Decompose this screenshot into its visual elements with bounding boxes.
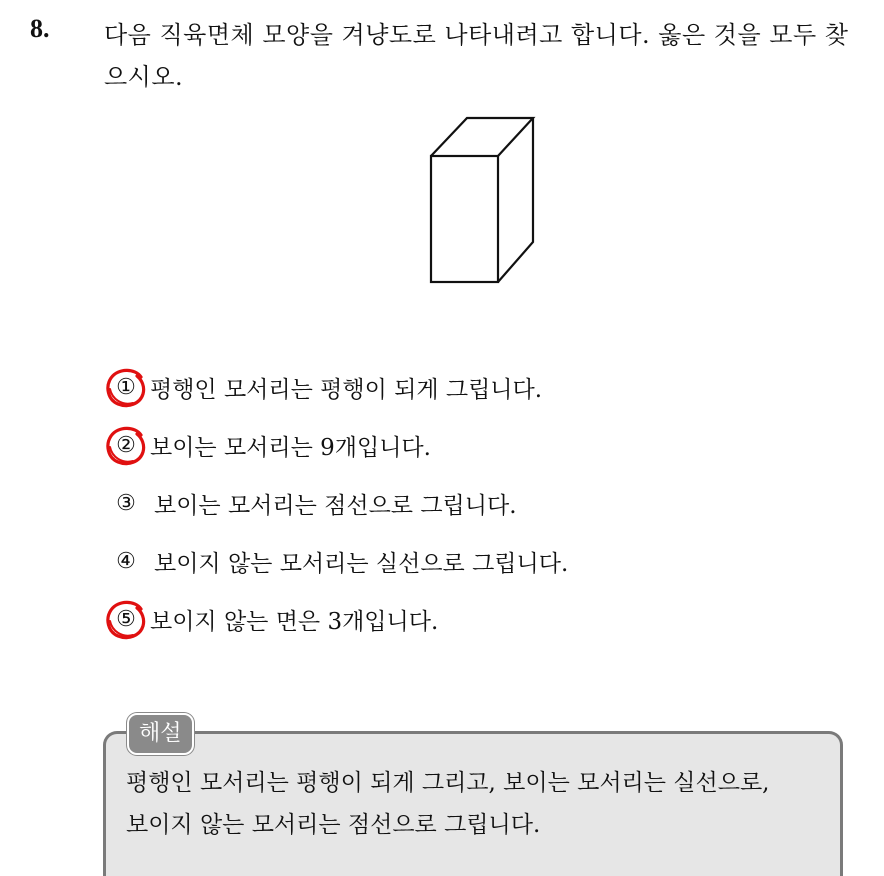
choice-4[interactable] bbox=[104, 532, 804, 590]
cuboid-top-face bbox=[431, 118, 533, 156]
question-text: 다음 직육면체 모양을 겨냥도로 나타내려고 합니다. 옳은 것을 모두 찾으시오. bbox=[104, 21, 849, 91]
choice-4-number: ④ bbox=[116, 548, 136, 574]
choice-list bbox=[104, 358, 804, 648]
choice-4-marker bbox=[104, 539, 148, 583]
choice-1-number: ① bbox=[116, 374, 136, 400]
cuboid-side-face bbox=[498, 118, 533, 282]
cuboid-figure bbox=[420, 110, 550, 290]
choice-5-number: ⑤ bbox=[116, 606, 136, 632]
explanation-text bbox=[126, 762, 826, 846]
explanation-label: 해설 bbox=[127, 713, 194, 755]
question-number: 8. bbox=[30, 14, 50, 43]
choice-3-marker bbox=[104, 481, 148, 525]
choice-2-number: ② bbox=[116, 432, 136, 458]
choice-5-marker bbox=[104, 597, 148, 641]
choice-3-number: ③ bbox=[116, 490, 136, 516]
cuboid-front-face bbox=[431, 156, 498, 282]
choice-1[interactable] bbox=[104, 358, 804, 416]
choice-5-text: 보이지 않는 면은 3개입니다. bbox=[150, 608, 439, 635]
choice-4-text: 보이지 않는 모서리는 실선으로 그립니다. bbox=[154, 550, 569, 577]
choice-1-text: 평행인 모서리는 평행이 되게 그립니다. bbox=[150, 376, 543, 403]
choice-2-marker bbox=[104, 423, 148, 467]
explanation-line-2: 보이지 않는 모서리는 점선으로 그립니다. bbox=[126, 812, 541, 838]
choice-2-text: 보이는 모서리는 9개입니다. bbox=[150, 434, 431, 461]
choice-5[interactable] bbox=[104, 590, 804, 648]
choice-3[interactable] bbox=[104, 474, 804, 532]
explanation-line-1: 평행인 모서리는 평행이 되게 그리고, 보이는 모서리는 실선으로, bbox=[126, 770, 770, 796]
choice-1-marker bbox=[104, 365, 148, 409]
choice-3-text: 보이는 모서리는 점선으로 그립니다. bbox=[154, 492, 517, 519]
choice-2[interactable] bbox=[104, 416, 804, 474]
